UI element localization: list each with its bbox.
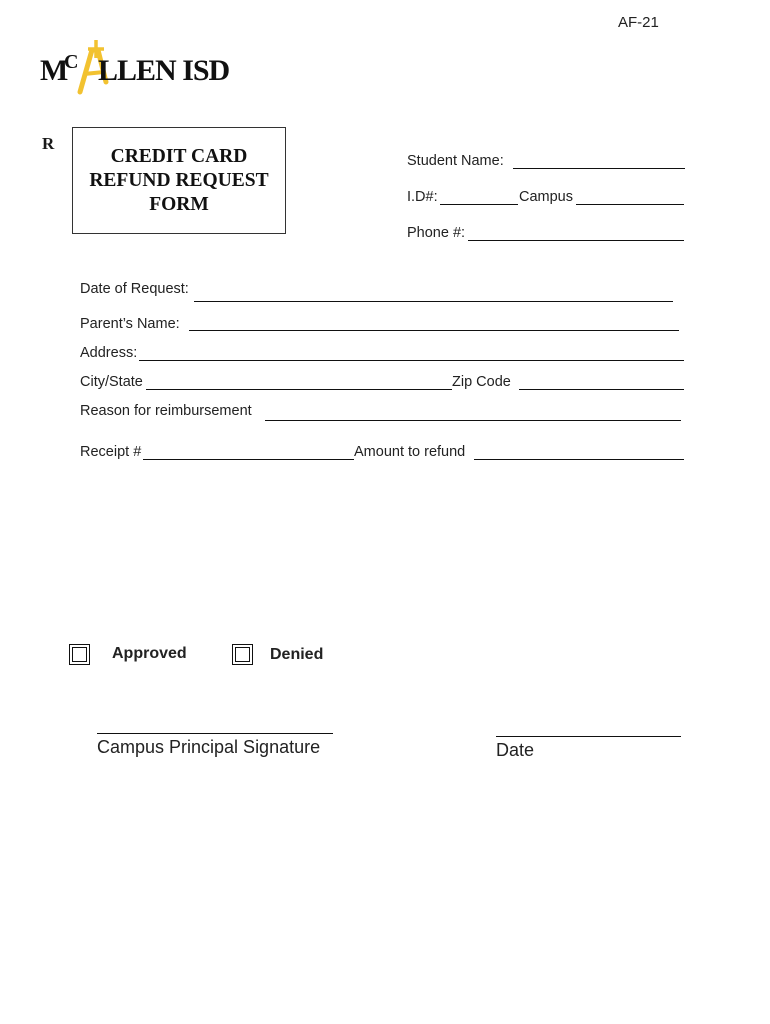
receipt-field[interactable] — [143, 459, 354, 460]
campus-label: Campus — [519, 189, 573, 205]
amount-field[interactable] — [474, 459, 684, 460]
date-signature-label: Date — [496, 740, 535, 760]
amount-label: Amount to refund — [354, 444, 466, 460]
address-label: Address: — [80, 345, 138, 361]
form-code: AF-21 — [618, 14, 659, 31]
approved-label: Approved — [112, 645, 187, 662]
side-mark: R — [42, 134, 55, 153]
denied-label: Denied — [270, 646, 324, 663]
student-name-label: Student Name: — [407, 153, 504, 169]
zip-code-field[interactable] — [519, 389, 684, 390]
phone-field[interactable] — [468, 240, 684, 241]
date-signature-line[interactable] — [496, 736, 681, 737]
receipt-label: Receipt # — [80, 444, 142, 460]
city-state-field[interactable] — [146, 389, 452, 390]
principal-signature-label: Campus Principal Signature — [97, 737, 321, 757]
city-state-label: City/State — [80, 374, 143, 390]
mcallen-isd-logo — [40, 38, 250, 98]
address-field[interactable] — [139, 360, 684, 361]
id-label: I.D#: — [407, 189, 438, 205]
denied-checkbox[interactable] — [232, 644, 253, 665]
principal-signature-line[interactable] — [97, 733, 333, 734]
id-field[interactable] — [440, 204, 518, 205]
zip-code-label: Zip Code — [452, 374, 511, 390]
form-title: CREDIT CARD REFUND REQUEST FORM — [89, 145, 269, 215]
reason-field[interactable] — [265, 420, 681, 421]
date-of-request-field[interactable] — [194, 301, 673, 302]
parents-name-field[interactable] — [189, 330, 679, 331]
campus-field[interactable] — [576, 204, 684, 205]
date-of-request-label: Date of Request: — [80, 281, 189, 297]
svg-text:LLEN ISD: LLEN ISD — [98, 54, 230, 87]
svg-text:M: M — [40, 54, 68, 87]
reason-label: Reason for reimbursement — [80, 403, 252, 419]
svg-text:C: C — [64, 51, 79, 73]
form-title-box — [72, 127, 286, 234]
student-name-field[interactable] — [513, 168, 685, 169]
approved-checkbox[interactable] — [69, 644, 90, 665]
phone-label: Phone #: — [407, 225, 466, 241]
parents-name-label: Parent’s Name: — [80, 316, 180, 332]
